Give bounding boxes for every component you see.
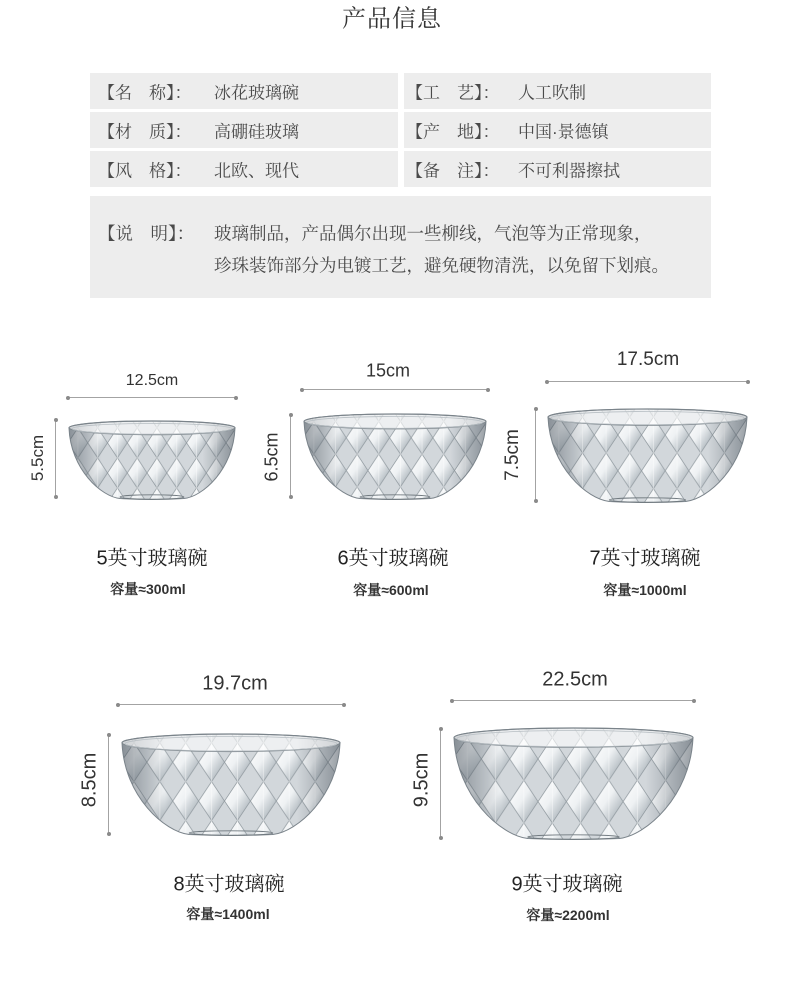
spec-description-box [90, 196, 711, 298]
bowl-capacity: 容量≈1400ml [186, 906, 270, 922]
height-label: 8.5cm [78, 752, 101, 808]
bowl-name: 5英寸玻璃碗 [96, 547, 208, 570]
description-line-2: 珍珠装饰部分为电镀工艺，避免硬物清洗，以免留下划痕。 [214, 255, 669, 276]
height-dimension-line [290, 415, 291, 497]
spec-value: 人工吹制 [518, 83, 586, 103]
spec-cell-name [90, 73, 398, 109]
spec-cell-note [404, 151, 711, 187]
spec-value: 不可利器擦拭 [518, 161, 620, 181]
width-dimension-line [452, 700, 694, 701]
width-dimension-line [547, 381, 748, 382]
spec-value: 高硼硅玻璃 [214, 122, 299, 142]
bowl-name: 7英寸玻璃碗 [589, 547, 701, 570]
spec-value: 北欧、现代 [214, 161, 299, 181]
description-line-1: 玻璃制品，产品偶尔出现一些柳线，气泡等为正常现象， [214, 223, 652, 244]
height-label: 9.5cm [410, 752, 433, 808]
description-label: 【说 明】： [98, 223, 195, 244]
spec-label: 【备 注】： [406, 161, 500, 181]
spec-label: 【名 称】： [98, 83, 192, 103]
spec-value: 冰花玻璃碗 [214, 83, 299, 103]
spec-label: 【产 地】： [406, 122, 500, 142]
spec-cell-origin [404, 112, 711, 148]
height-label: 5.5cm [28, 434, 47, 482]
bowl-name: 9英寸玻璃碗 [511, 873, 623, 896]
bowl-capacity: 容量≈600ml [353, 582, 429, 598]
bowl-image-6-inch [303, 413, 487, 500]
width-dimension-line [302, 389, 488, 390]
spec-cell-material [90, 112, 398, 148]
bowl-name: 8英寸玻璃碗 [173, 873, 285, 896]
height-label: 6.5cm [261, 432, 282, 482]
spec-cell-craft [404, 73, 711, 109]
width-label: 17.5cm [616, 349, 680, 370]
height-label: 7.5cm [502, 429, 523, 481]
height-dimension-line [55, 420, 56, 497]
width-label: 12.5cm [125, 372, 179, 389]
height-dimension-line [108, 735, 109, 834]
bowl-capacity: 容量≈300ml [110, 581, 186, 597]
bowl-image-5-inch [68, 420, 236, 500]
bowl-capacity: 容量≈2200ml [526, 907, 610, 923]
page-title: 产品信息 [342, 5, 442, 33]
spec-label: 【工 艺】： [406, 83, 500, 103]
width-label: 15cm [365, 360, 411, 381]
height-dimension-line [535, 409, 536, 501]
width-label: 19.7cm [202, 672, 268, 695]
bowl-image-8-inch [121, 733, 341, 836]
bowl-capacity: 容量≈1000ml [603, 582, 687, 598]
spec-label: 【风 格】： [98, 161, 192, 181]
bowl-image-9-inch [453, 727, 694, 840]
spec-value: 中国·景德镇 [518, 122, 609, 142]
width-dimension-line [68, 397, 236, 398]
spec-cell-style [90, 151, 398, 187]
width-label: 22.5cm [542, 668, 608, 691]
bowl-image-7-inch [547, 408, 748, 503]
height-dimension-line [440, 729, 441, 838]
bowl-name: 6英寸玻璃碗 [337, 547, 449, 570]
spec-label: 【材 质】： [98, 122, 192, 142]
width-dimension-line [118, 704, 344, 705]
